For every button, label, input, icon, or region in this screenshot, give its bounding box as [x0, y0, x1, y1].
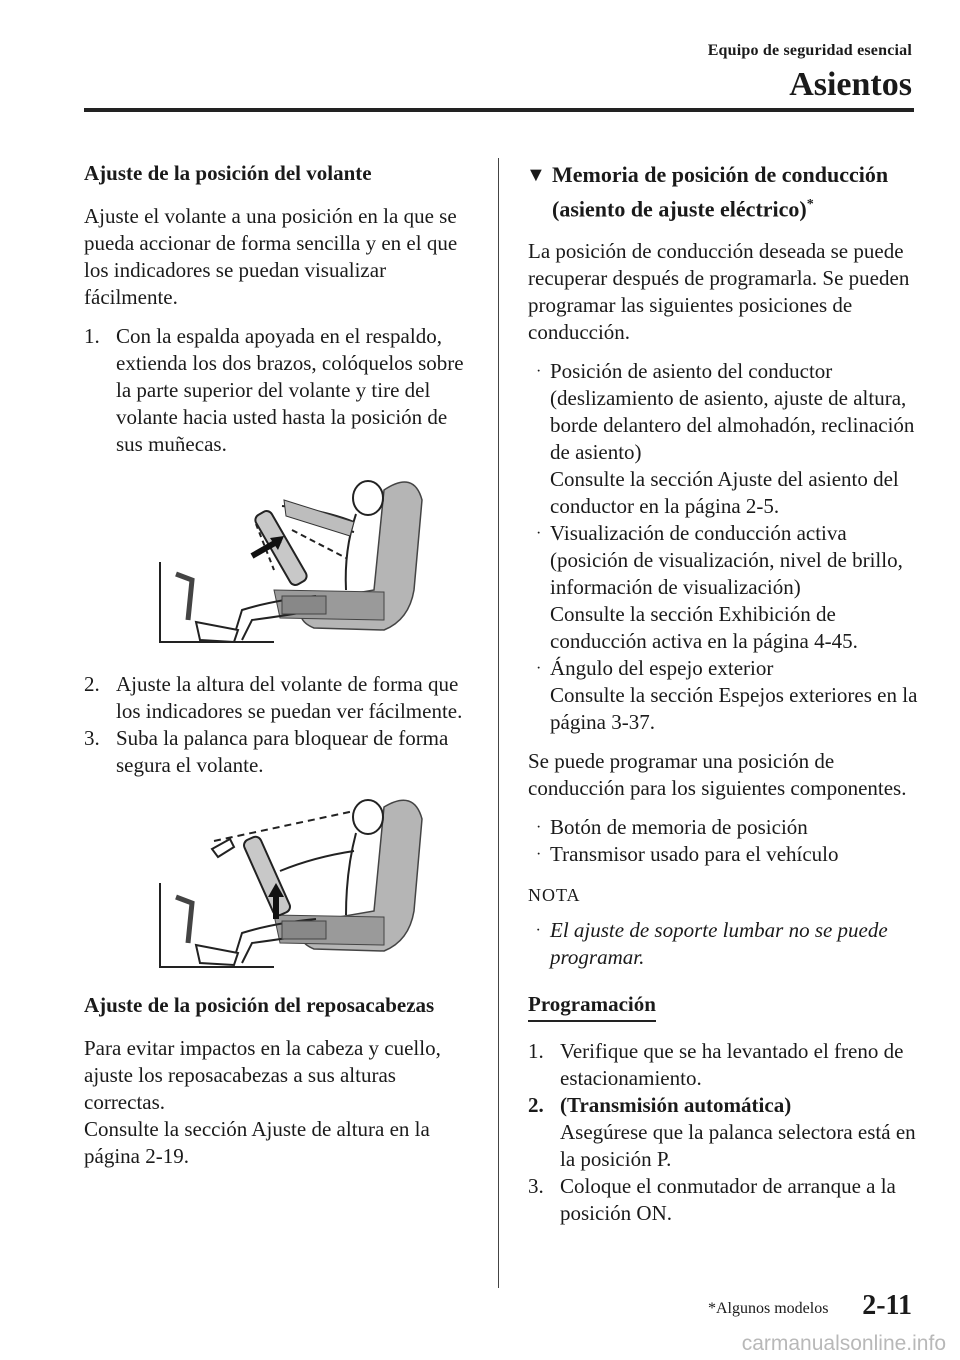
- page-title: Asientos: [789, 66, 912, 103]
- list-item: · Botón de memoria de posición: [536, 815, 808, 840]
- list-item: · Ángulo del espejo exterior Consulte la sección Espejos exteriores en la página 3-37.: [536, 656, 918, 735]
- headrest-para: Para evitar impactos en la cabeza y cuello, ajuste los reposacabezas a sus alturas correctas.: [84, 1036, 441, 1114]
- headrest-reference: Consulte la sección Ajuste de altura en la página 2-19.: [84, 1117, 430, 1168]
- page-number: 2-11: [862, 1290, 912, 1321]
- memory-components-list: [528, 814, 918, 868]
- footnote-some-models: *Algunos modelos: [708, 1300, 829, 1317]
- step-item: 2. (Transmisión automática) Asegúrese que la palanca selectora está en la posición P.: [528, 1093, 916, 1172]
- heading-steering-wheel: Ajuste de la posición del volante: [84, 161, 372, 185]
- section-title: Equipo de seguridad esencial: [707, 42, 912, 59]
- programming-steps: [528, 1038, 918, 1227]
- steering-intro: Ajuste el volante a una posición en la que se pueda accionar de forma sencilla y en el que los indicadores se puedan visualizar fácilmente.: [84, 204, 458, 309]
- heading-headrest: Ajuste de la posición del reposacabezas: [84, 993, 435, 1017]
- list-item: · El ajuste de soporte lumbar no se puede programar.: [536, 918, 888, 970]
- step-item: 1. Con la espalda apoyada en el respaldo, extienda los dos brazos, colóquelos sobre la parte superior del volante y tire del volante hacia usted hasta la posición de sus muñecas.: [84, 324, 464, 456]
- list-item: · Visualización de conducción activa (posición de visualización, nivel de brillo, información de visualización) Consulte la sección Exhibición de conducción activa en la página 4-45.: [536, 521, 903, 654]
- note-list: [528, 917, 918, 971]
- watermark: carmanualsonline.info: [741, 1332, 946, 1355]
- list-item: · Posición de asiento del conductor (deslizamiento de asiento, ajuste de altura, borde delantero del almohadón, reclinación de asiento) Consulte la sección Ajuste del asiento del conductor en la página 2-5.: [536, 359, 915, 519]
- figure-steering-reach: [84, 470, 476, 657]
- step-item: 3. Coloque el conmutador de arranque a la posición ON.: [528, 1174, 896, 1226]
- memory-components-intro: Se puede programar una posición de conducción para los siguientes componentes.: [528, 749, 907, 801]
- header-rule: [84, 108, 914, 112]
- heading-programming: Programación: [528, 991, 656, 1022]
- step-item: 3. Suba la palanca para bloquear de forma segura el volante.: [84, 726, 449, 777]
- left-column: [84, 160, 476, 1182]
- triangle-down-icon: ▼: [526, 164, 546, 186]
- step-item: 2. Ajuste la altura del volante de forma que los indicadores se puedan ver fácilmente.: [84, 672, 463, 723]
- right-column: [528, 160, 918, 1239]
- memory-positions-list: [528, 358, 918, 736]
- steering-steps-1: [84, 323, 476, 458]
- column-divider: [498, 158, 499, 1288]
- heading-position-memory: ▼ Memoria de posición de conducción (asiento de ajuste eléctrico)*: [526, 162, 889, 222]
- page-header: [708, 42, 912, 104]
- optional-marker: *: [806, 197, 814, 212]
- note-label: NOTA: [528, 885, 581, 906]
- step-item: 1. Verifique que se ha levantado el freno de estacionamiento.: [528, 1039, 904, 1091]
- seat-illustration-1: [84, 470, 476, 650]
- figure-steering-lock: [84, 791, 476, 978]
- memory-intro: La posición de conducción deseada se puede recuperar después de programarla. Se pueden programar las siguientes posiciones de conducción.: [528, 239, 910, 345]
- list-item: · Transmisor usado para el vehículo: [536, 842, 839, 867]
- steering-steps-2: [84, 671, 476, 779]
- seat-illustration-2: [84, 791, 476, 971]
